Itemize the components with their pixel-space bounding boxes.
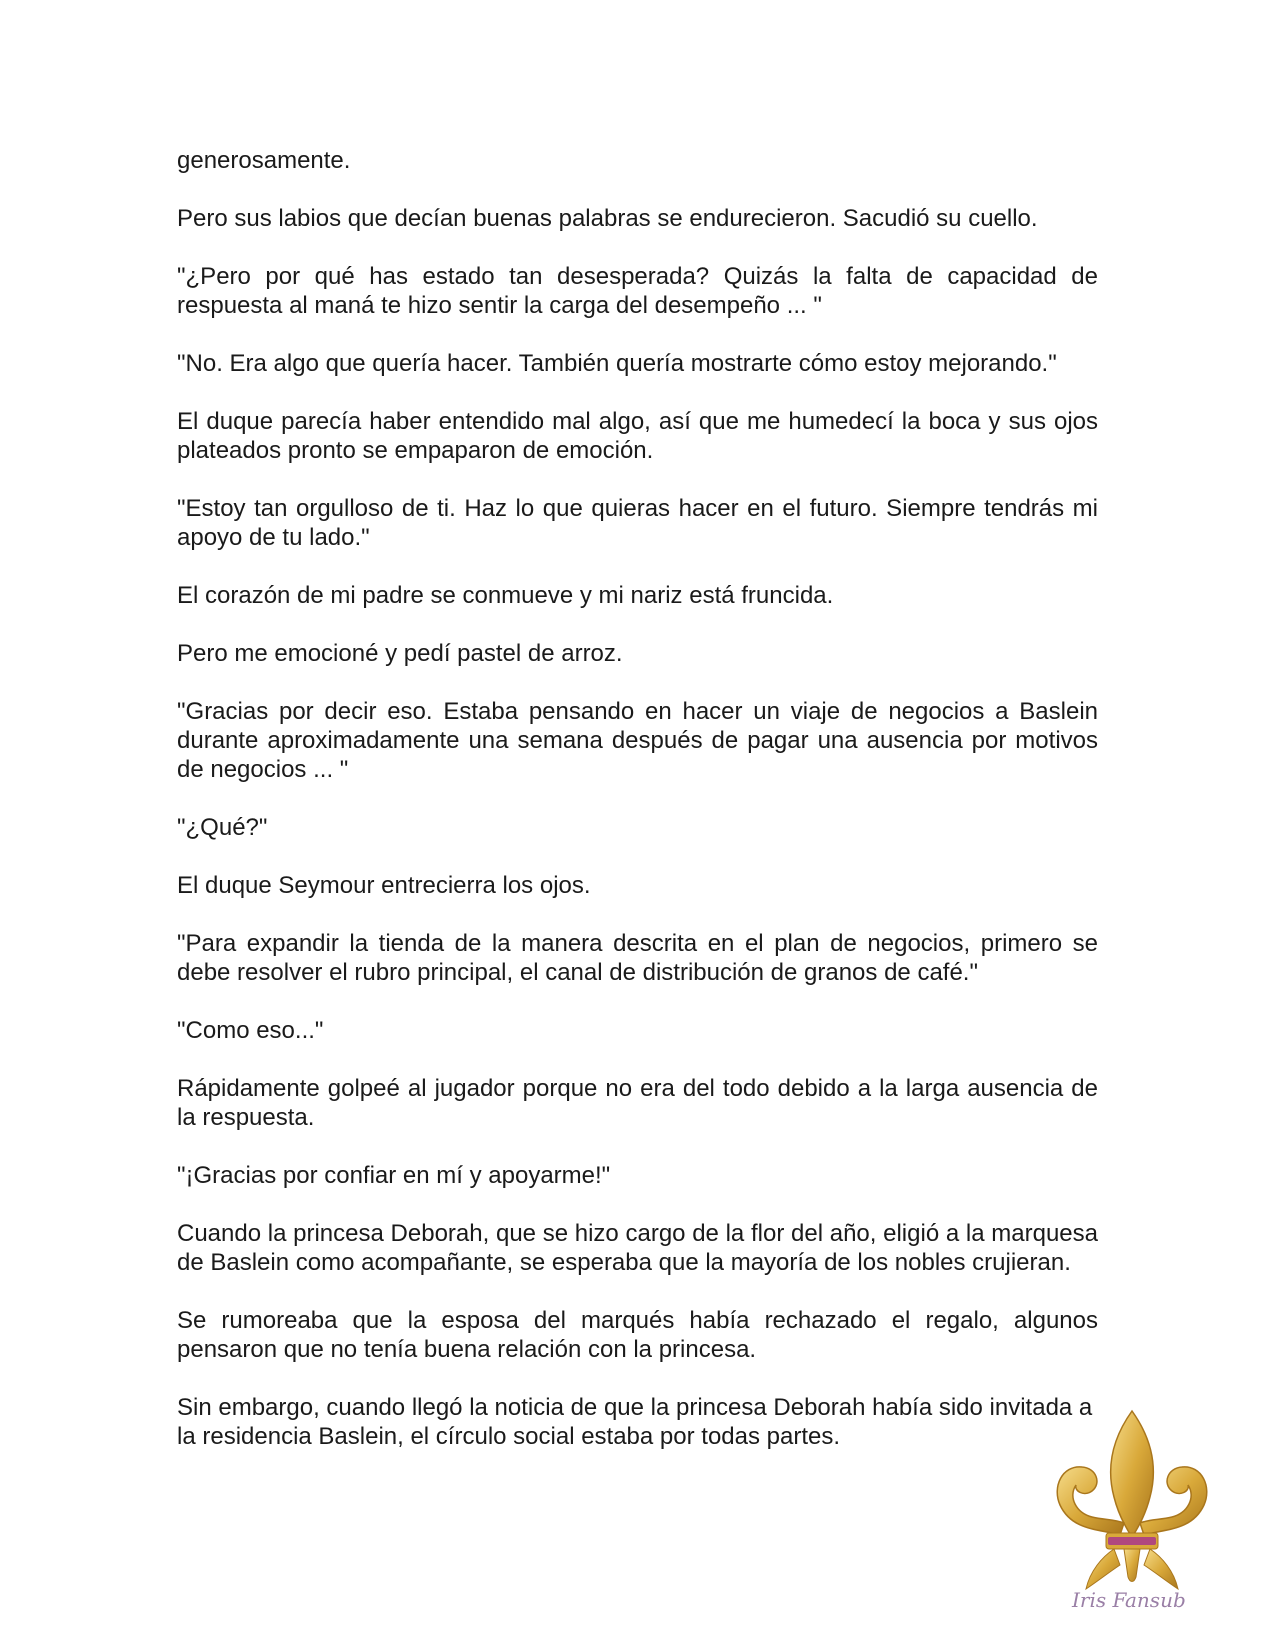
paragraph: "Estoy tan orgulloso de ti. Haz lo que quieras hacer en el futuro. Siempre tendrás mi apoyo de tu lado." <box>177 495 1098 551</box>
paragraph: El duque parecía haber entendido mal algo, así que me humedecí la boca y sus ojos plateados pronto se empaparon de emoción. <box>177 408 1098 464</box>
paragraph: generosamente. <box>177 147 351 174</box>
paragraph: El corazón de mi padre se conmueve y mi nariz está fruncida. <box>177 582 834 609</box>
paragraph: Sin embargo, cuando llegó la noticia de que la princesa Deborah había sido invitada a la residencia Baslein, el círculo social estaba por todas partes. <box>177 1394 1093 1450</box>
paragraph: "¿Qué?" <box>177 814 268 841</box>
watermark-text: Iris Fansub <box>1072 1588 1186 1612</box>
paragraph: Pero sus labios que decían buenas palabras se endurecieron. Sacudió su cuello. <box>177 205 1038 232</box>
paragraph: "Para expandir la tienda de la manera descrita en el plan de negocios, primero se debe resolver el rubro principal, el canal de distribución de granos de café." <box>177 930 1098 986</box>
paragraph: Rápidamente golpeé al jugador porque no era del todo debido a la larga ausencia de la respuesta. <box>177 1075 1098 1131</box>
paragraph: "No. Era algo que quería hacer. También quería mostrarte cómo estoy mejorando." <box>177 350 1057 377</box>
document-body <box>177 146 1098 1480</box>
paragraph: Se rumoreaba que la esposa del marqués había rechazado el regalo, algunos pensaron que no tenía buena relación con la princesa. <box>177 1307 1098 1363</box>
paragraph: "¿Pero por qué has estado tan desesperada? Quizás la falta de capacidad de respuesta al maná te hizo sentir la carga del desempeño ... " <box>177 263 1098 319</box>
paragraph: Cuando la princesa Deborah, que se hizo cargo de la flor del año, eligió a la marquesa de Baslein como acompañante, se esperaba que la mayoría de los nobles crujieran. <box>177 1220 1098 1276</box>
paragraph: "¡Gracias por confiar en mí y apoyarme!" <box>177 1162 611 1189</box>
paragraph: "Gracias por decir eso. Estaba pensando en hacer un viaje de negocios a Baslein durante aproximadamente una semana después de pagar una ausencia por motivos de negocios ... " <box>177 698 1098 783</box>
paragraph: El duque Seymour entrecierra los ojos. <box>177 872 591 899</box>
paragraph: "Como eso..." <box>177 1017 324 1044</box>
paragraph: Pero me emocioné y pedí pastel de arroz. <box>177 640 623 667</box>
